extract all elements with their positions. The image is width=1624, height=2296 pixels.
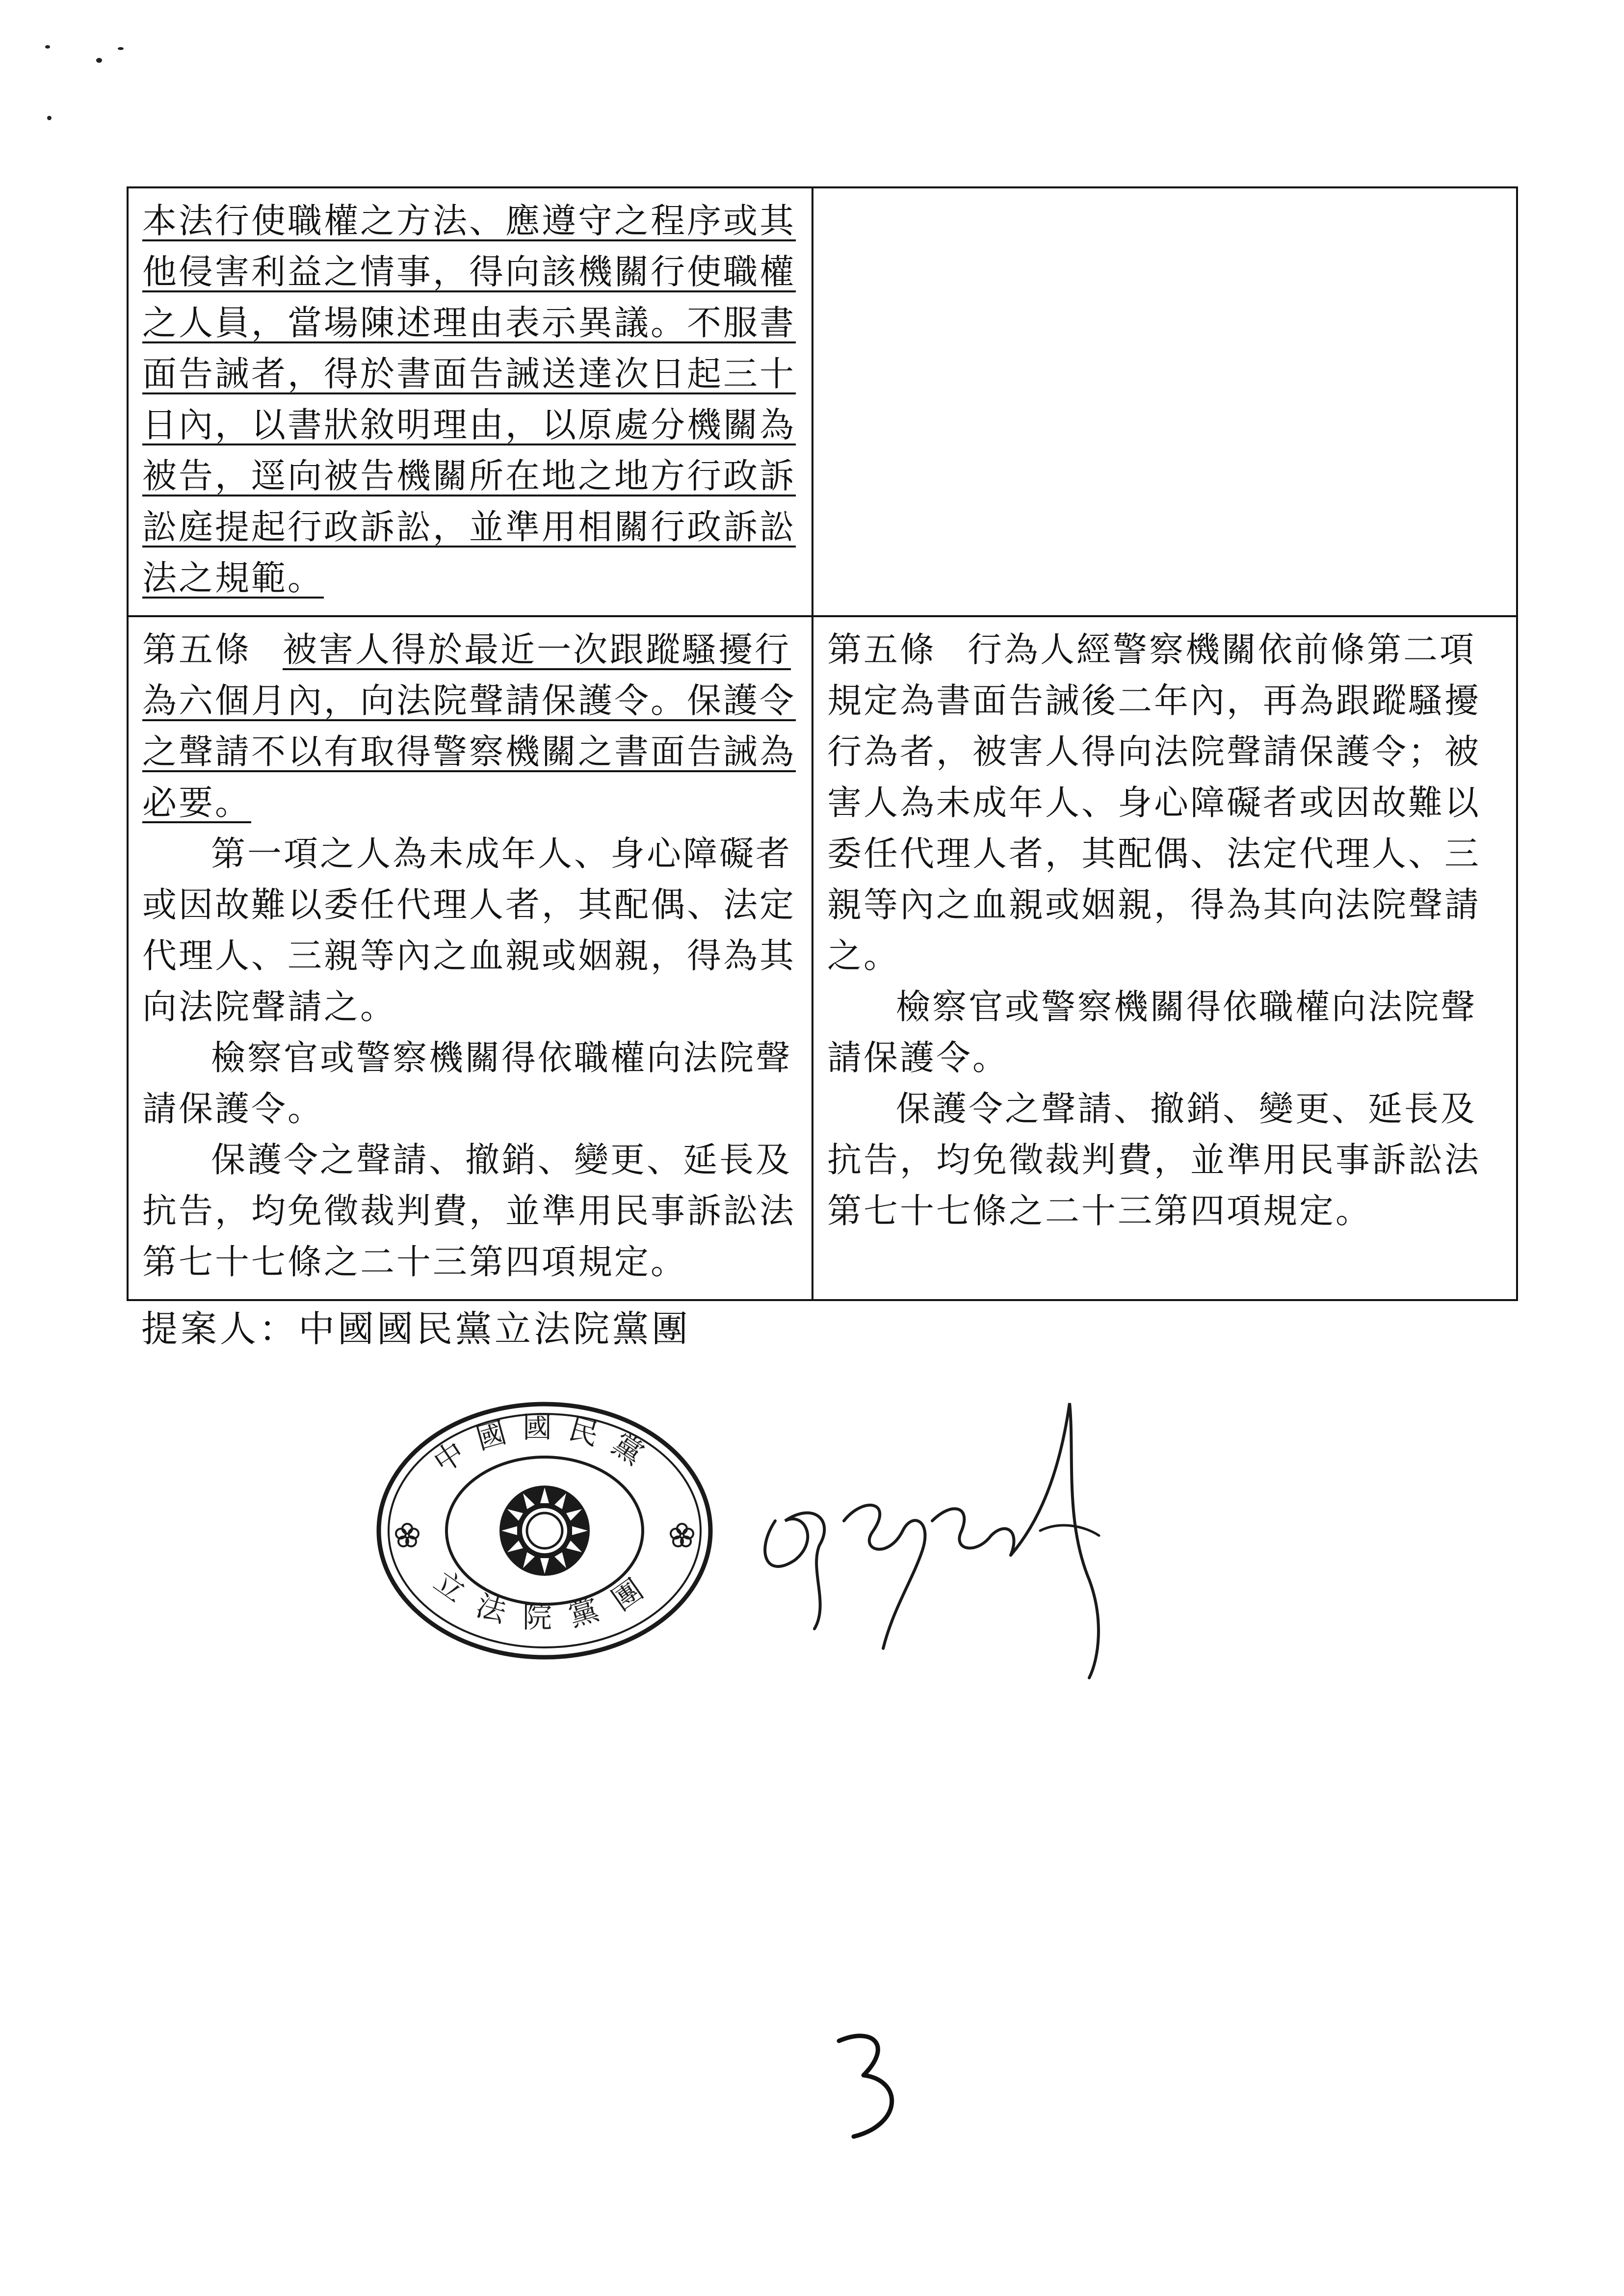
article-heading: 第五條 — [827, 629, 936, 670]
seal-lower-text: 立法院黨團 — [427, 1564, 662, 1635]
amended-article5-para1 — [142, 624, 800, 828]
right-cell-article5 — [812, 616, 1517, 1300]
scan-speck — [118, 47, 124, 50]
article-heading: 第五條 — [142, 629, 251, 670]
article-text: 被害人得於最近一次跟蹤騷擾行為六個月內，向法院聲請保護令。保護令之聲請不以有取得警察機關之書面告誡為必要。 — [142, 629, 796, 823]
amended-article5-para3: 檢察官或警察機關得依職權向法院聲請保護令。 — [142, 1038, 792, 1129]
comparison-table — [127, 186, 1518, 1301]
seal-upper-text: 中國國民黨 — [427, 1410, 662, 1480]
scan-speck — [96, 58, 102, 63]
continued-text: 本法行使職權之方法、應遵守之程序或其他侵害利益之情事，得向該機關行使職權之人員，當場陳述理由表示異議。不服書面告誡者，得於書面告誡送達次日起三十日內，以書狀敘明理由，以原處分機關為被告，逕向被告機關所在地之地方行政訴訟庭提起行政訴訟，並準用相關行政訴訟法之規範。 — [142, 201, 796, 598]
party-seal-stamp — [373, 1393, 716, 1668]
left-cell-article5 — [128, 616, 812, 1300]
current-article5-para3: 保護令之聲請、撤銷、變更、延長及抗告，均免徵裁判費，並準用民事訴訟法第七十七條之二十三第四項規定。 — [827, 1089, 1481, 1231]
page-number-text: 3 — [866, 2091, 870, 2096]
amended-article5-para4: 保護令之聲請、撤銷、變更、延長及抗告，均免徵裁判費，並準用民事訴訟法第七十七條之二十三第四項規定。 — [142, 1140, 796, 1282]
proposer-line: 提案人：中國國民黨立法院黨團 — [141, 1308, 691, 1350]
scan-speck — [45, 45, 50, 49]
amended-article5-para2: 第一項之人為未成年人、身心障礙者或因故難以委任代理人者，其配偶、法定代理人、三親等內之血親或姻親，得為其向法院聲請之。 — [142, 834, 796, 1027]
table-row — [128, 187, 1517, 616]
handwritten-signature — [746, 1374, 1148, 1688]
current-article5-para1 — [827, 624, 1504, 981]
left-cell-continued — [128, 187, 812, 616]
plum-blossom-icon — [396, 1524, 419, 1546]
scan-speck — [47, 116, 52, 120]
current-article5-para2: 檢察官或警察機關得依職權向法院聲請保護令。 — [827, 987, 1477, 1078]
page-number — [819, 2026, 917, 2144]
sun-emblem — [499, 1486, 590, 1576]
plum-blossom-icon — [671, 1524, 693, 1546]
right-cell-empty — [812, 187, 1517, 616]
table-row — [128, 616, 1517, 1300]
article-text: 行為人經警察機關依前條第二項規定為書面告誡後二年內，再為跟蹤騷擾行為者，被害人得向法院聲請保護令；被害人為未成年人、身心障礙者或因故難以委任代理人者，其配偶、法定代理人、三親等內之血親或姻親，得為其向法院聲請之。 — [827, 629, 1481, 976]
